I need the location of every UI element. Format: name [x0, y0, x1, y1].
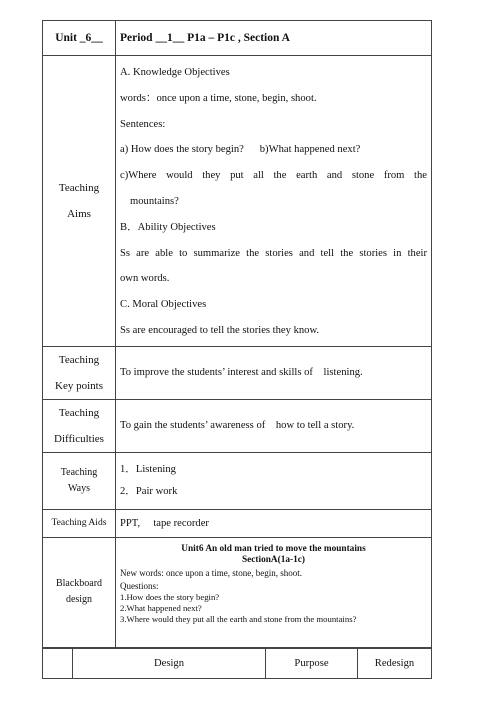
teaching-aids-label: Teaching Aids: [43, 509, 116, 537]
purpose-header: Purpose: [266, 648, 358, 678]
blackboard-design-row: [43, 537, 432, 647]
unit-cell: Unit _6__: [43, 21, 116, 56]
teaching-aids-text: PPT, tape recorder: [116, 509, 432, 537]
blackboard-design-label: [43, 537, 116, 647]
blackboard-question: 2.What happened next?: [120, 602, 202, 613]
design-blank-cell: [43, 648, 73, 678]
moral-objectives-text: Ss are encouraged to tell the stories they know.: [120, 324, 320, 336]
lesson-plan-table: [42, 20, 432, 648]
difficulties-label-line1: Teaching: [58, 406, 100, 419]
teaching-ways-label-line2: Ways: [68, 482, 90, 494]
blackboard-question: 3.Where would they put all the earth and stone from the mountains?: [120, 613, 357, 624]
teaching-way-item: 1．Listening: [120, 463, 176, 475]
key-points-label-line2: Key points: [55, 379, 103, 392]
period-cell: Period __1__ P1a – P1c , Section A: [116, 21, 432, 56]
teaching-aids-row: [43, 509, 432, 537]
blackboard-label-line1: Blackboard: [55, 578, 103, 590]
sentence-a-b: a) How does the story begin? b)What happened next?: [120, 144, 361, 156]
sentence-c-line2: mountains?: [130, 195, 179, 207]
teaching-aims-label-line1: Teaching: [58, 181, 100, 194]
design-header: Design: [73, 648, 266, 678]
key-points-label: [43, 346, 116, 399]
header-row: [43, 21, 432, 56]
difficulties-row: [43, 399, 432, 452]
sentence-c-line1: c)Where would they put all the earth and stone from the: [120, 170, 427, 182]
design-header-row: [43, 648, 432, 678]
blackboard-section: SectionA(1a-1c): [242, 554, 305, 565]
teaching-aims-label: [43, 56, 116, 347]
ability-text-line2: own words.: [120, 273, 170, 285]
knowledge-objectives-title: A. Knowledge Objectives: [120, 67, 230, 78]
blackboard-design-content: [116, 537, 432, 647]
blackboard-questions-label: Questions:: [120, 580, 159, 591]
blackboard-label-line2: design: [65, 594, 93, 606]
teaching-aims-label-line2: Aims: [67, 207, 91, 220]
lesson-plan-page: [42, 20, 431, 679]
difficulties-label-line2: Difficulties: [54, 432, 104, 445]
teaching-aims-row: [43, 56, 432, 347]
ability-text-line1: Ss are able to summarize the stories and tell the stories in their: [120, 247, 427, 259]
blackboard-title: Unit6 An old man tried to move the mountains: [181, 543, 366, 554]
moral-objectives-title: C. Moral Objectives: [120, 299, 207, 311]
key-points-row: [43, 346, 432, 399]
teaching-ways-row: [43, 452, 432, 509]
difficulties-text: To gain the students’ awareness of how to tell a story.: [116, 399, 432, 452]
key-points-text: To improve the students’ interest and skills of listening.: [116, 346, 432, 399]
key-points-label-line1: Teaching: [58, 353, 100, 366]
sentences-label: Sentences:: [120, 118, 166, 130]
teaching-ways-label-line1: Teaching: [60, 466, 98, 478]
teaching-ways-label: [43, 452, 116, 509]
teaching-way-item: 2．Pair work: [120, 485, 178, 497]
blackboard-question: 1.How does the story begin?: [120, 591, 220, 602]
teaching-aims-content: [116, 56, 432, 347]
teaching-ways-list: [116, 452, 432, 509]
difficulties-label: [43, 399, 116, 452]
blackboard-new-words: New words: once upon a time, stone, begin, shoot.: [120, 567, 302, 578]
redesign-header: Redesign: [358, 648, 432, 678]
design-header-table: [42, 648, 432, 679]
ability-objectives-title: B．Ability Objectives: [120, 221, 216, 233]
target-words: words：once upon a time, stone, begin, shoot.: [120, 92, 317, 104]
